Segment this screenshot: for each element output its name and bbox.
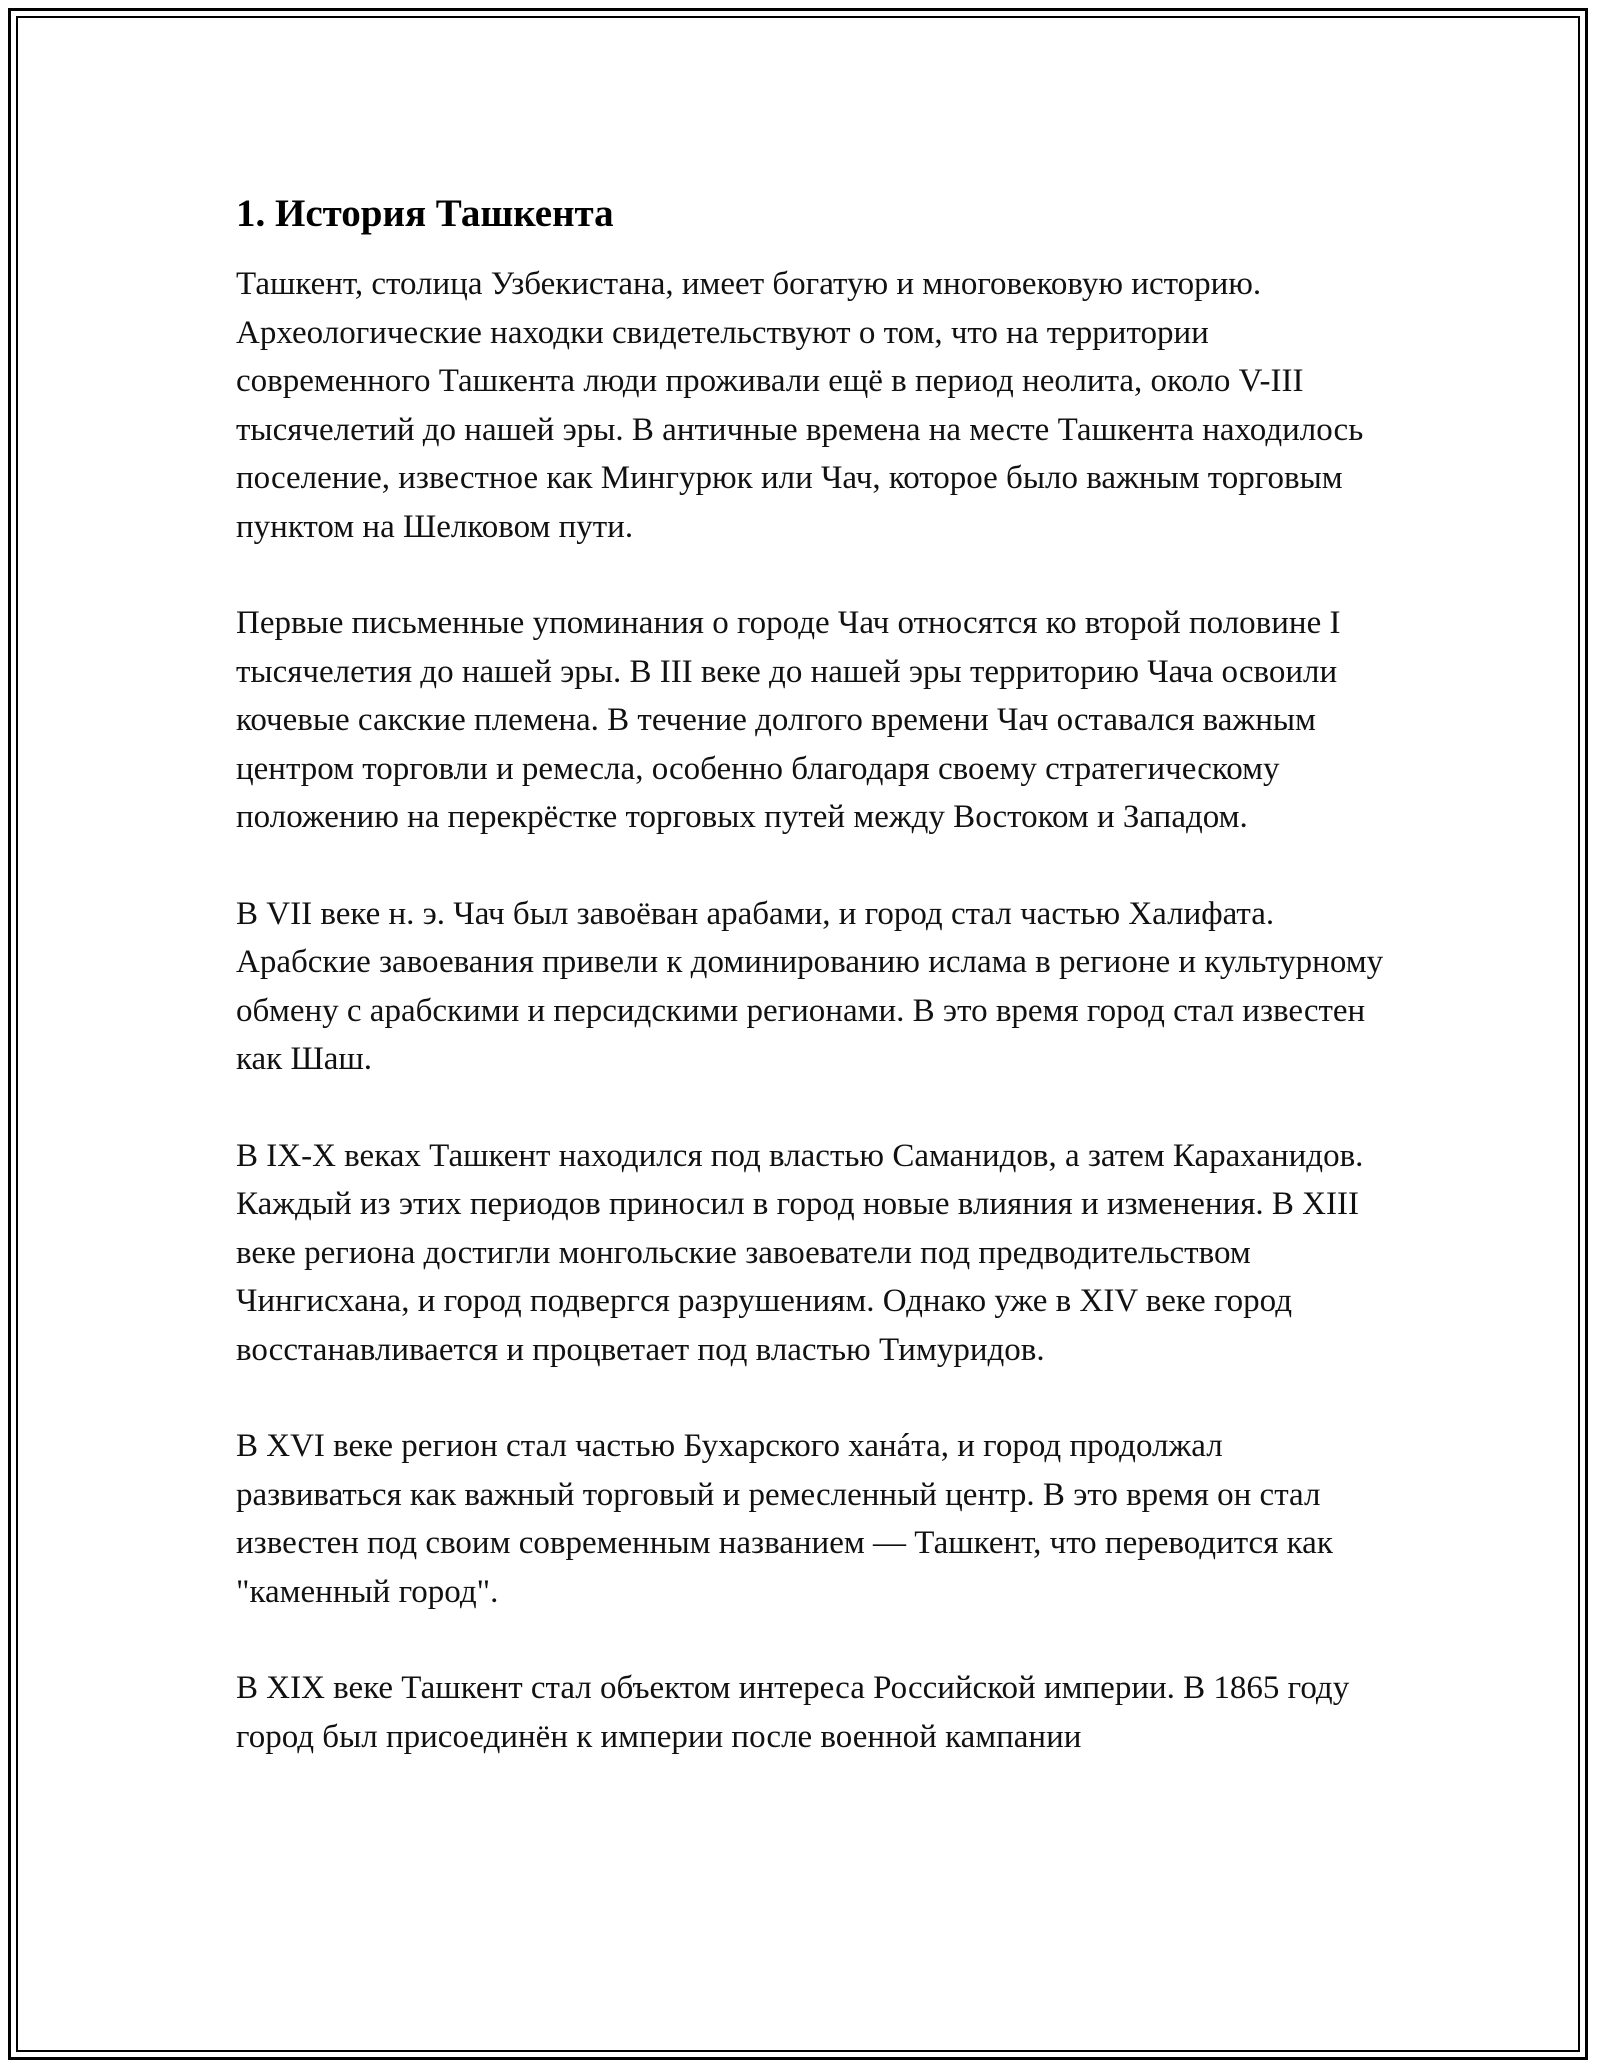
paragraph-3: В VII веке н. э. Чач был завоёван арабами, и город стал частью Халифата. Арабские завоевания привели к доминированию ислама в регионе и культурному обмену с арабскими и персидскими регионами. В это время город стал известен как Шаш. bbox=[236, 895, 1384, 1077]
paragraph-1: Ташкент, столица Узбекистана, имеет богатую и многовековую историю. Археологические находки свидетельствуют о том, что на территории современного Ташкента люди проживали ещё в период неолита, около V-III тысячелетий до нашей эры. В античные времена на месте Ташкента находилось поселение, известное как Мингурюк или Чач, которое было важным торговым пунктом на Шелковом пути. bbox=[236, 266, 1364, 545]
paragraph-4: В IX-X веках Ташкент находился под властью Саманидов, а затем Караханидов. Каждый из этих периодов приносил в город новые влияния и изменения. В XIII веке региона достигли монгольские завоеватели под предводительством Чингисхана, и город подвергся разрушениям. Однако уже в XIV веке город восстанавливается и процветает под властью Тимуридов. bbox=[236, 1137, 1364, 1368]
paragraph-6: В XIX веке Ташкент стал объектом интереса Российской империи. В 1865 году город был присоединён к империи после военной кампании bbox=[236, 1670, 1350, 1755]
paragraph-5: В XVI веке регион стал частью Бухарского ханáта, и город продолжал развиваться как важный торговый и ремесленный центр. В это время он стал известен под своим современным названием — Ташкент, что переводится как "каменный город". bbox=[236, 1428, 1333, 1610]
paragraph-2: Первые письменные упоминания о городе Чач относятся ко второй половине I тысячелетия до нашей эры. В III веке до нашей эры территорию Чача освоили кочевые сакские племена. В течение долгого времени Чач оставался важным центром торговли и ремесла, особенно благодаря своему стратегическому положению на перекрёстке торговых путей между Востоком и Западом. bbox=[236, 605, 1341, 835]
document-body bbox=[236, 190, 1386, 1761]
section-heading: 1. История Ташкента bbox=[236, 192, 614, 235]
